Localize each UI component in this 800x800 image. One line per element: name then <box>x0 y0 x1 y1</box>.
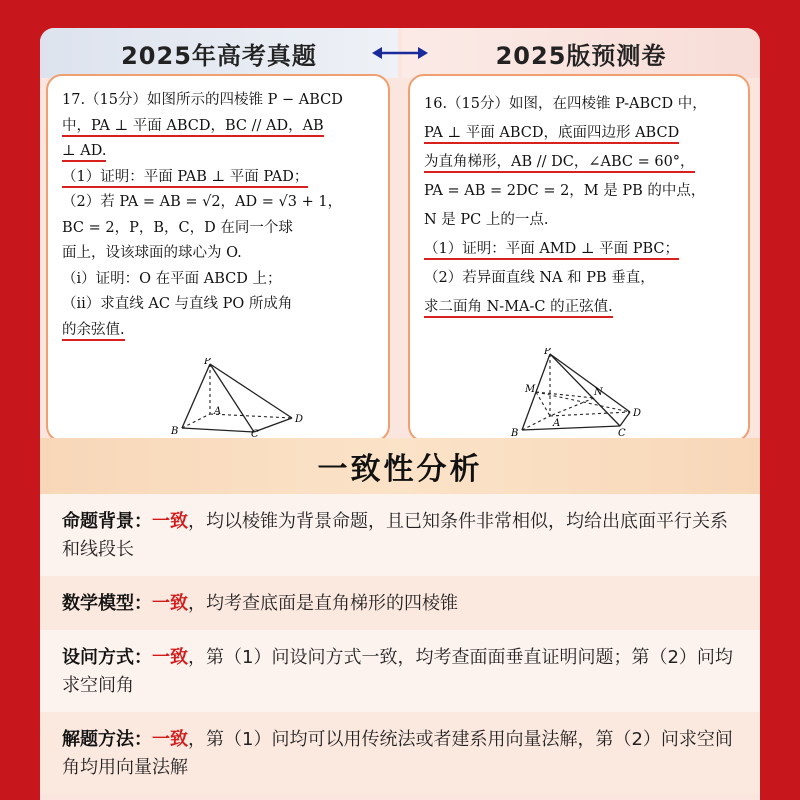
consistency-tag: 一致 <box>152 593 188 614</box>
pyramid-figure <box>168 358 318 438</box>
question-line: （1）证明：平面 PAB ⊥ 平面 PAD； <box>62 169 308 188</box>
analysis-row-background <box>40 494 760 576</box>
question-line: （2）若 PA = AB = √2，AD = √3 + 1， <box>62 194 343 210</box>
vertex-label: D <box>295 414 304 425</box>
question-line: N 是 PC 上的一点. <box>424 212 549 228</box>
analysis-label: 命题背景： <box>62 511 152 532</box>
question-line: 求二面角 N-MA-C 的正弦值. <box>424 299 613 318</box>
question-line: 面上，设该球面的球心为 O. <box>62 245 242 261</box>
question-line: 16.（15分）如图，在四棱锥 P-ABCD 中， <box>424 96 707 112</box>
consistency-analysis-heading: 一致性分析 <box>40 438 760 494</box>
question-line: 的余弦值. <box>62 322 125 341</box>
exam-question-card <box>46 74 390 442</box>
analysis-list <box>40 494 760 794</box>
left-column-title: 2025年高考真题 <box>40 28 398 78</box>
question-line: （1）证明：平面 AMD ⊥ 平面 PBC； <box>424 241 679 260</box>
consistency-tag: 一致 <box>152 647 188 668</box>
content-panel <box>40 28 760 800</box>
vertex-label: B <box>171 426 179 437</box>
question-line: 为直角梯形，AB // DC，∠ABC = 60°， <box>424 154 695 173</box>
vertex-label: N <box>594 387 603 398</box>
question-line: （ⅰ）证明：O 在平面 ABCD 上； <box>62 270 282 287</box>
question-line: ⊥ AD. <box>62 143 106 162</box>
vertex-label: A <box>553 418 561 429</box>
vertex-label: C <box>251 429 259 438</box>
vertex-label: P <box>204 358 211 367</box>
analysis-label: 解题方法： <box>62 729 152 750</box>
question-line: （2）若异面直线 NA 和 PB 垂直， <box>424 270 655 286</box>
exam-question-text <box>62 88 378 343</box>
pyramid-figure <box>508 348 658 438</box>
analysis-label: 设问方式： <box>62 647 152 668</box>
question-line: 17.（15分）如图所示的四棱锥 P − ABCD <box>62 92 343 108</box>
consistency-tag: 一致 <box>152 511 188 532</box>
consistency-tag: 一致 <box>152 729 188 750</box>
question-line: 中，PA ⊥ 平面 ABCD，BC // AD，AB <box>62 118 324 137</box>
analysis-text: ，第（1）问设问方式一致，均考查面面垂直证明问题；第（2）问均求空间角 <box>62 647 733 696</box>
analysis-text: ，第（1）问均可以用传统法或者建系用向量法解，第（2）问求空间角均用向量法解 <box>62 729 733 778</box>
vertex-label: P <box>544 348 551 357</box>
double-arrow-icon <box>370 42 430 64</box>
question-line: （ⅱ）求直线 AC 与直线 PO 所成角 <box>62 296 293 312</box>
analysis-row-method <box>40 712 760 794</box>
vertex-label: C <box>618 428 626 438</box>
question-line: BC = 2，P，B，C，D 在同一个球 <box>62 219 293 236</box>
vertex-label: D <box>633 408 642 419</box>
analysis-text: ，均以棱锥为背景命题，且已知条件非常相似，均给出底面平行关系和线段长 <box>62 511 728 560</box>
vertex-label: A <box>214 406 222 417</box>
question-line: PA ⊥ 平面 ABCD，底面四边形 ABCD <box>424 125 679 144</box>
vertex-label: B <box>511 428 519 438</box>
prediction-question-card <box>408 74 750 442</box>
analysis-label: 数学模型： <box>62 593 152 614</box>
prediction-question-text <box>424 90 738 322</box>
analysis-row-question-style <box>40 630 760 712</box>
analysis-text: ，均考查底面是直角梯形的四棱锥 <box>188 593 458 614</box>
question-line: PA = AB = 2DC = 2，M 是 PB 的中点， <box>424 183 706 199</box>
analysis-row-model <box>40 576 760 630</box>
right-column-title: 2025版预测卷 <box>402 28 760 78</box>
vertex-label: M <box>525 384 536 395</box>
